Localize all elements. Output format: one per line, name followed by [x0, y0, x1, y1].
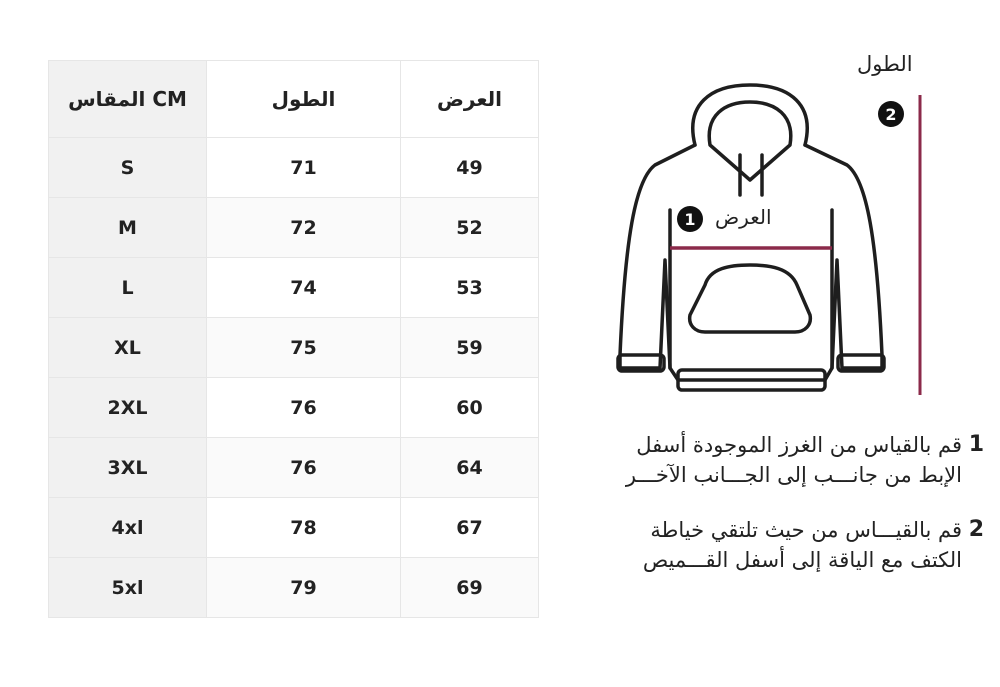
instruction-2: [542, 515, 984, 575]
length-label: الطول: [857, 52, 913, 76]
length-cell: 71: [207, 138, 401, 198]
length-cell: 78: [207, 498, 401, 558]
table-row: [49, 138, 539, 198]
width-cell: 67: [401, 498, 539, 558]
badge-2: 2: [878, 101, 904, 127]
instruction-number: 2: [968, 517, 984, 542]
table-row: [49, 198, 539, 258]
table-row: [49, 498, 539, 558]
width-cell: 59: [401, 318, 539, 378]
instruction-1: [542, 430, 984, 490]
instruction-number: 1: [968, 432, 984, 457]
width-cell: 52: [401, 198, 539, 258]
size-chart-table: [48, 60, 539, 618]
hood-inner: [709, 102, 791, 180]
size-cell: XL: [49, 318, 207, 378]
table-row: [49, 318, 539, 378]
header-width: العرض: [401, 61, 539, 138]
length-cell: 79: [207, 558, 401, 618]
size-cell: 3XL: [49, 438, 207, 498]
table-row: [49, 558, 539, 618]
width-cell: 60: [401, 378, 539, 438]
width-cell: 53: [401, 258, 539, 318]
badge-1: 1: [677, 206, 703, 232]
length-cell: 72: [207, 198, 401, 258]
size-cell: S: [49, 138, 207, 198]
instruction-line: قم بالقياس من الغرز الموجودة أسفل: [636, 433, 962, 457]
table-row: [49, 438, 539, 498]
size-cell: 4xl: [49, 498, 207, 558]
size-cell: 5xl: [49, 558, 207, 618]
size-cell: 2XL: [49, 378, 207, 438]
length-cell: 75: [207, 318, 401, 378]
width-cell: 69: [401, 558, 539, 618]
width-cell: 49: [401, 138, 539, 198]
width-label: العرض: [715, 205, 772, 229]
instruction-line: قم بالقيـــاس من حيث تلتقي خياطة: [650, 518, 962, 542]
length-cell: 76: [207, 378, 401, 438]
instruction-line: الإبط من جانـــب إلى الجـــانب الآخـــر: [625, 463, 962, 487]
length-cell: 74: [207, 258, 401, 318]
header-size: المقاس CM: [49, 61, 207, 138]
size-cell: L: [49, 258, 207, 318]
header-length: الطول: [207, 61, 401, 138]
table-row: [49, 258, 539, 318]
width-cell: 64: [401, 438, 539, 498]
table-header-row: [49, 61, 539, 138]
instruction-line: الكتف مع الياقة إلى أسفل القـــميص: [642, 548, 962, 572]
table-row: [49, 378, 539, 438]
pocket: [690, 265, 811, 332]
length-cell: 76: [207, 438, 401, 498]
size-cell: M: [49, 198, 207, 258]
